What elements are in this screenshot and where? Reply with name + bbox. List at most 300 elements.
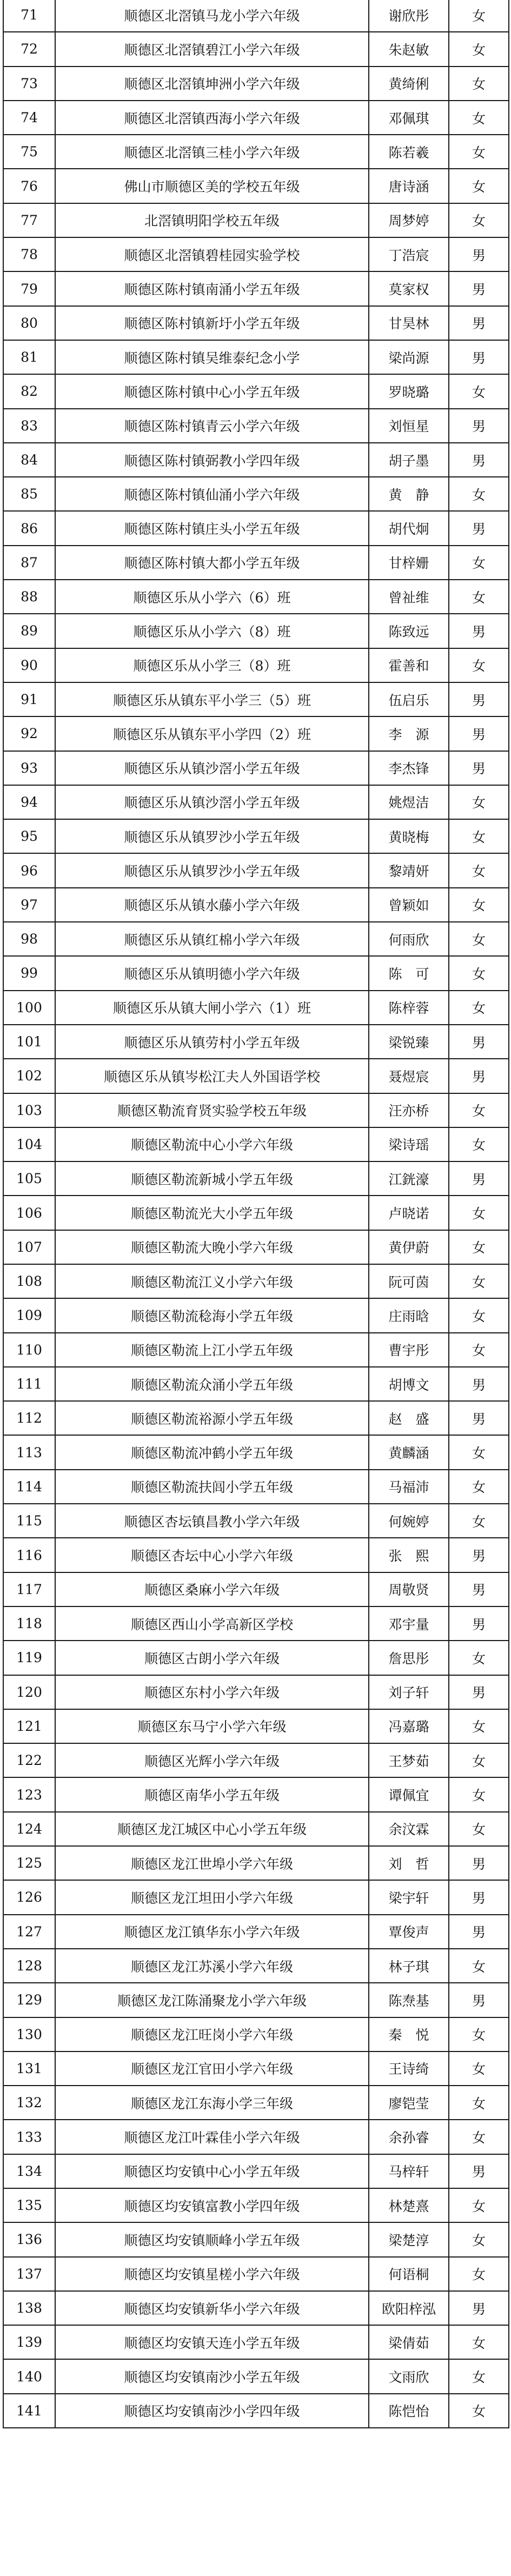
student-gender: 女 [449,2017,509,2051]
table-row [3,1333,509,1367]
table-row [3,2291,509,2325]
table-row [3,1367,509,1401]
row-number: 127 [3,1915,55,1949]
student-name: 覃俊声 [369,1915,449,1949]
row-number: 114 [3,1470,55,1504]
student-gender: 女 [449,2325,509,2359]
school-class: 顺德区北滘镇马龙小学六年级 [55,0,369,32]
table-row [3,237,509,271]
student-name: 秦 悦 [369,2017,449,2051]
student-gender: 女 [449,785,509,819]
row-number: 121 [3,1709,55,1743]
table-row [3,2359,509,2393]
table-row [3,922,509,956]
row-number: 83 [3,409,55,443]
table-row [3,1812,509,1846]
school-class: 顺德区均安镇顺峰小学五年级 [55,2222,369,2256]
student-gender: 男 [449,1572,509,1606]
table-row [3,1777,509,1811]
row-number: 72 [3,32,55,66]
student-name: 邓宇量 [369,1606,449,1641]
school-class: 顺德区光辉小学六年级 [55,1743,369,1777]
school-class: 顺德区均安镇南沙小学五年级 [55,2359,369,2393]
student-name: 谭佩宜 [369,1777,449,1811]
school-class: 顺德区乐从镇大闸小学六（1）班 [55,991,369,1025]
student-gender: 男 [449,237,509,271]
row-number: 97 [3,888,55,922]
student-name: 张 熙 [369,1538,449,1572]
school-class: 顺德区南华小学五年级 [55,1777,369,1811]
table-row [3,2222,509,2256]
row-number: 71 [3,0,55,32]
school-class: 顺德区龙江苏溪小学六年级 [55,1949,369,1983]
student-name: 甘昊林 [369,306,449,340]
student-gender: 女 [449,1641,509,1675]
row-number: 123 [3,1777,55,1811]
student-name: 文雨欣 [369,2359,449,2393]
student-gender: 女 [449,101,509,135]
school-class: 顺德区北滘镇西海小学六年级 [55,101,369,135]
row-number: 79 [3,271,55,306]
student-gender: 女 [449,135,509,169]
table-row [3,443,509,477]
school-class: 顺德区乐从镇劳村小学五年级 [55,1025,369,1059]
student-name: 林子琪 [369,1949,449,1983]
student-gender: 男 [449,340,509,374]
student-gender: 男 [449,1401,509,1435]
student-gender: 男 [449,1025,509,1059]
table-row [3,888,509,922]
student-gender: 女 [449,1812,509,1846]
table-row [3,2120,509,2154]
table-row [3,1127,509,1161]
student-gender: 女 [449,2394,509,2428]
student-name: 丁浩宸 [369,237,449,271]
row-number: 134 [3,2154,55,2188]
school-class: 顺德区勒流上江小学五年级 [55,1333,369,1367]
student-name: 梁宇轩 [369,1880,449,1914]
table-row [3,785,509,819]
student-name: 余孙睿 [369,2120,449,2154]
student-gender: 男 [449,1915,509,1949]
student-gender: 男 [449,614,509,648]
row-number: 133 [3,2120,55,2154]
school-class: 顺德区乐从镇沙滘小学五年级 [55,785,369,819]
student-gender: 女 [449,477,509,511]
student-gender: 女 [449,2257,509,2291]
row-number: 138 [3,2291,55,2325]
row-number: 82 [3,374,55,408]
row-number: 113 [3,1435,55,1469]
student-name: 伍启乐 [369,682,449,716]
student-name: 黄伊蔚 [369,1230,449,1264]
student-gender: 女 [449,2051,509,2086]
student-gender: 女 [449,0,509,32]
student-name: 王梦茹 [369,1743,449,1777]
student-name: 梁诗瑶 [369,1127,449,1161]
student-name: 黄绮俐 [369,67,449,101]
table-row [3,1093,509,1127]
school-class: 顺德区乐从镇罗沙小学五年级 [55,853,369,887]
table-row [3,135,509,169]
student-gender: 女 [449,922,509,956]
student-gender: 女 [449,2359,509,2393]
school-class: 顺德区龙江世埠小学六年级 [55,1846,369,1880]
school-class: 顺德区陈村镇弼教小学四年级 [55,443,369,477]
student-name: 胡代炯 [369,511,449,545]
student-name: 黎靖妍 [369,853,449,887]
school-class: 顺德区乐从镇水藤小学六年级 [55,888,369,922]
student-gender: 女 [449,956,509,990]
student-gender: 男 [449,1675,509,1709]
school-class: 顺德区古朗小学六年级 [55,1641,369,1675]
school-class: 顺德区龙江东海小学三年级 [55,2086,369,2120]
table-row [3,203,509,237]
row-number: 128 [3,1949,55,1983]
table-row [3,1059,509,1093]
row-number: 100 [3,991,55,1025]
table-row [3,682,509,716]
student-name: 何婉婷 [369,1504,449,1538]
student-name: 朱赵敏 [369,32,449,66]
row-number: 111 [3,1367,55,1401]
row-number: 130 [3,2017,55,2051]
school-class: 顺德区均安镇天连小学五年级 [55,2325,369,2359]
student-gender: 女 [449,1949,509,1983]
table-row [3,1504,509,1538]
student-name: 陈若羲 [369,135,449,169]
student-gender: 男 [449,2291,509,2325]
student-name: 梁倩茹 [369,2325,449,2359]
student-name: 陈梓蓉 [369,991,449,1025]
student-name: 李 源 [369,716,449,751]
table-row [3,1675,509,1709]
table-row [3,1401,509,1435]
student-name: 罗晓璐 [369,374,449,408]
table-row [3,1538,509,1572]
table-row [3,1298,509,1332]
school-class: 顺德区龙江叶霖佳小学六年级 [55,2120,369,2154]
row-number: 87 [3,546,55,580]
table-row [3,374,509,408]
student-name: 林楚熹 [369,2188,449,2222]
table-row [3,2257,509,2291]
student-name: 黄晓梅 [369,819,449,853]
student-name: 余汶霖 [369,1812,449,1846]
row-number: 102 [3,1059,55,1093]
school-class: 顺德区勒流裕源小学五年级 [55,1401,369,1435]
school-class: 顺德区陈村镇吴维泰纪念小学 [55,340,369,374]
table-row [3,1949,509,1983]
student-name: 胡子墨 [369,443,449,477]
student-gender: 女 [449,1230,509,1264]
row-number: 91 [3,682,55,716]
table-row [3,1641,509,1675]
student-name: 胡博文 [369,1367,449,1401]
student-roster-table [3,0,509,2428]
school-class: 顺德区西山小学高新区学校 [55,1606,369,1641]
student-gender: 女 [449,853,509,887]
row-number: 132 [3,2086,55,2120]
student-gender: 女 [449,1743,509,1777]
school-class: 顺德区龙江城区中心小学五年级 [55,1812,369,1846]
school-class: 顺德区勒流中心小学六年级 [55,1127,369,1161]
student-gender: 女 [449,1333,509,1367]
school-class: 顺德区龙江坦田小学六年级 [55,1880,369,1914]
student-gender: 男 [449,1846,509,1880]
student-name: 邓佩琪 [369,101,449,135]
student-name: 阮可茵 [369,1264,449,1298]
student-gender: 女 [449,1709,509,1743]
student-gender: 女 [449,1504,509,1538]
school-class: 顺德区乐从小学六（6）班 [55,580,369,614]
school-class: 顺德区均安镇星槎小学六年级 [55,2257,369,2291]
school-class: 顺德区勒流光大小学五年级 [55,1196,369,1230]
table-row [3,1230,509,1264]
student-name: 庄雨晗 [369,1298,449,1332]
school-class: 顺德区勒流稔海小学五年级 [55,1298,369,1332]
school-class: 顺德区乐从镇东平小学四（2）班 [55,716,369,751]
student-name: 汪亦桥 [369,1093,449,1127]
student-gender: 女 [449,648,509,682]
table-row [3,2154,509,2188]
table-row [3,1846,509,1880]
student-name: 周敬贤 [369,1572,449,1606]
student-gender: 女 [449,580,509,614]
student-gender: 女 [449,169,509,203]
student-name: 黄麟涵 [369,1435,449,1469]
school-class: 顺德区乐从镇明德小学六年级 [55,956,369,990]
row-number: 108 [3,1264,55,1298]
row-number: 135 [3,2188,55,2222]
student-name: 甘梓姗 [369,546,449,580]
table-row [3,1470,509,1504]
school-class: 顺德区乐从小学六（8）班 [55,614,369,648]
student-gender: 女 [449,546,509,580]
row-number: 112 [3,1401,55,1435]
school-class: 顺德区龙江旺岗小学六年级 [55,2017,369,2051]
student-gender: 男 [449,1161,509,1196]
student-gender: 男 [449,409,509,443]
table-row [3,271,509,306]
student-gender: 男 [449,1538,509,1572]
table-row [3,1264,509,1298]
student-name: 赵 盛 [369,1401,449,1435]
table-row [3,1983,509,2017]
table-row [3,340,509,374]
student-name: 姚煜洁 [369,785,449,819]
student-gender: 男 [449,1983,509,2017]
school-class: 顺德区勒流扶闾小学五年级 [55,1470,369,1504]
table-row [3,751,509,785]
school-class: 顺德区杏坛镇昌教小学六年级 [55,1504,369,1538]
row-number: 77 [3,203,55,237]
row-number: 75 [3,135,55,169]
table-row [3,32,509,66]
table-row [3,1196,509,1230]
student-gender: 男 [449,1059,509,1093]
student-gender: 女 [449,2086,509,2120]
school-class: 顺德区乐从小学三（8）班 [55,648,369,682]
row-number: 115 [3,1504,55,1538]
school-class: 顺德区均安镇南沙小学四年级 [55,2394,369,2428]
row-number: 124 [3,1812,55,1846]
row-number: 139 [3,2325,55,2359]
row-number: 90 [3,648,55,682]
school-class: 顺德区勒流冲鹤小学五年级 [55,1435,369,1469]
table-row [3,101,509,135]
student-name: 李杰锋 [369,751,449,785]
row-number: 96 [3,853,55,887]
school-class: 顺德区陈村镇中心小学五年级 [55,374,369,408]
row-number: 103 [3,1093,55,1127]
student-gender: 男 [449,443,509,477]
school-class: 顺德区龙江官田小学六年级 [55,2051,369,2086]
school-class: 顺德区陈村镇大都小学五年级 [55,546,369,580]
row-number: 140 [3,2359,55,2393]
table-row [3,306,509,340]
table-row [3,2325,509,2359]
student-gender: 女 [449,2188,509,2222]
student-name: 马梓轩 [369,2154,449,2188]
student-name: 曾祉维 [369,580,449,614]
row-number: 117 [3,1572,55,1606]
school-class: 顺德区乐从镇东平小学三（5）班 [55,682,369,716]
student-gender: 女 [449,1196,509,1230]
school-class: 顺德区勒流育贤实验学校五年级 [55,1093,369,1127]
school-class: 顺德区均安镇富教小学四年级 [55,2188,369,2222]
school-class: 顺德区均安镇新华小学六年级 [55,2291,369,2325]
row-number: 88 [3,580,55,614]
row-number: 101 [3,1025,55,1059]
student-gender: 女 [449,2120,509,2154]
row-number: 84 [3,443,55,477]
row-number: 85 [3,477,55,511]
row-number: 136 [3,2222,55,2256]
school-class: 北滘镇明阳学校五年级 [55,203,369,237]
school-class: 顺德区陈村镇仙涌小学六年级 [55,477,369,511]
student-name: 陈致远 [369,614,449,648]
school-class: 顺德区龙江陈涌聚龙小学六年级 [55,1983,369,2017]
school-class: 佛山市顺德区美的学校五年级 [55,169,369,203]
row-number: 78 [3,237,55,271]
row-number: 125 [3,1846,55,1880]
student-gender: 男 [449,751,509,785]
student-gender: 女 [449,67,509,101]
school-class: 顺德区杏坛中心小学六年级 [55,1538,369,1572]
table-row [3,67,509,101]
table-row [3,956,509,990]
school-class: 顺德区东马宁小学六年级 [55,1709,369,1743]
row-number: 118 [3,1606,55,1641]
school-class: 顺德区北滘镇坤洲小学六年级 [55,67,369,101]
student-name: 陈焘基 [369,1983,449,2017]
student-name: 唐诗涵 [369,169,449,203]
student-name: 江銧濠 [369,1161,449,1196]
table-row [3,1709,509,1743]
row-number: 116 [3,1538,55,1572]
student-name: 谢欣彤 [369,0,449,32]
student-name: 卢晓诺 [369,1196,449,1230]
row-number: 141 [3,2394,55,2428]
student-gender: 男 [449,2154,509,2188]
row-number: 104 [3,1127,55,1161]
table-row [3,1435,509,1469]
table-row [3,2051,509,2086]
table-row [3,1025,509,1059]
roster-body [3,0,509,2428]
school-class: 顺德区勒流新城小学五年级 [55,1161,369,1196]
student-name: 刘恒星 [369,409,449,443]
student-gender: 女 [449,32,509,66]
row-number: 92 [3,716,55,751]
student-gender: 男 [449,1367,509,1401]
student-name: 莫家权 [369,271,449,306]
student-gender: 女 [449,1435,509,1469]
student-gender: 女 [449,203,509,237]
student-name: 霍善和 [369,648,449,682]
table-row [3,1606,509,1641]
table-row [3,853,509,887]
row-number: 107 [3,1230,55,1264]
row-number: 120 [3,1675,55,1709]
school-class: 顺德区北滘镇三桂小学六年级 [55,135,369,169]
row-number: 98 [3,922,55,956]
table-row [3,2188,509,2222]
student-name: 欧阳梓泓 [369,2291,449,2325]
school-class: 顺德区陈村镇南涌小学五年级 [55,271,369,306]
student-gender: 男 [449,306,509,340]
school-class: 顺德区陈村镇庄头小学五年级 [55,511,369,545]
row-number: 86 [3,511,55,545]
row-number: 94 [3,785,55,819]
student-name: 梁楚淳 [369,2222,449,2256]
student-name: 陈 可 [369,956,449,990]
student-name: 聂煜宸 [369,1059,449,1093]
school-class: 顺德区东村小学六年级 [55,1675,369,1709]
table-row [3,169,509,203]
student-name: 曾颖如 [369,888,449,922]
student-gender: 女 [449,1264,509,1298]
table-row [3,2017,509,2051]
school-class: 顺德区勒流江义小学六年级 [55,1264,369,1298]
student-name: 曹宇彤 [369,1333,449,1367]
table-row [3,1572,509,1606]
student-name: 冯嘉璐 [369,1709,449,1743]
school-class: 顺德区乐从镇罗沙小学五年级 [55,819,369,853]
table-row [3,580,509,614]
table-row [3,2086,509,2120]
row-number: 99 [3,956,55,990]
school-class: 顺德区北滘镇碧江小学六年级 [55,32,369,66]
table-row [3,716,509,751]
school-class: 顺德区乐从镇岑松江夫人外国语学校 [55,1059,369,1093]
table-row [3,0,509,32]
table-row [3,819,509,853]
table-row [3,546,509,580]
row-number: 109 [3,1298,55,1332]
student-name: 刘 哲 [369,1846,449,1880]
row-number: 93 [3,751,55,785]
row-number: 110 [3,1333,55,1367]
table-row [3,991,509,1025]
student-gender: 女 [449,1093,509,1127]
student-name: 周梦婷 [369,203,449,237]
row-number: 76 [3,169,55,203]
row-number: 74 [3,101,55,135]
student-gender: 男 [449,511,509,545]
student-name: 陈恺怡 [369,2394,449,2428]
